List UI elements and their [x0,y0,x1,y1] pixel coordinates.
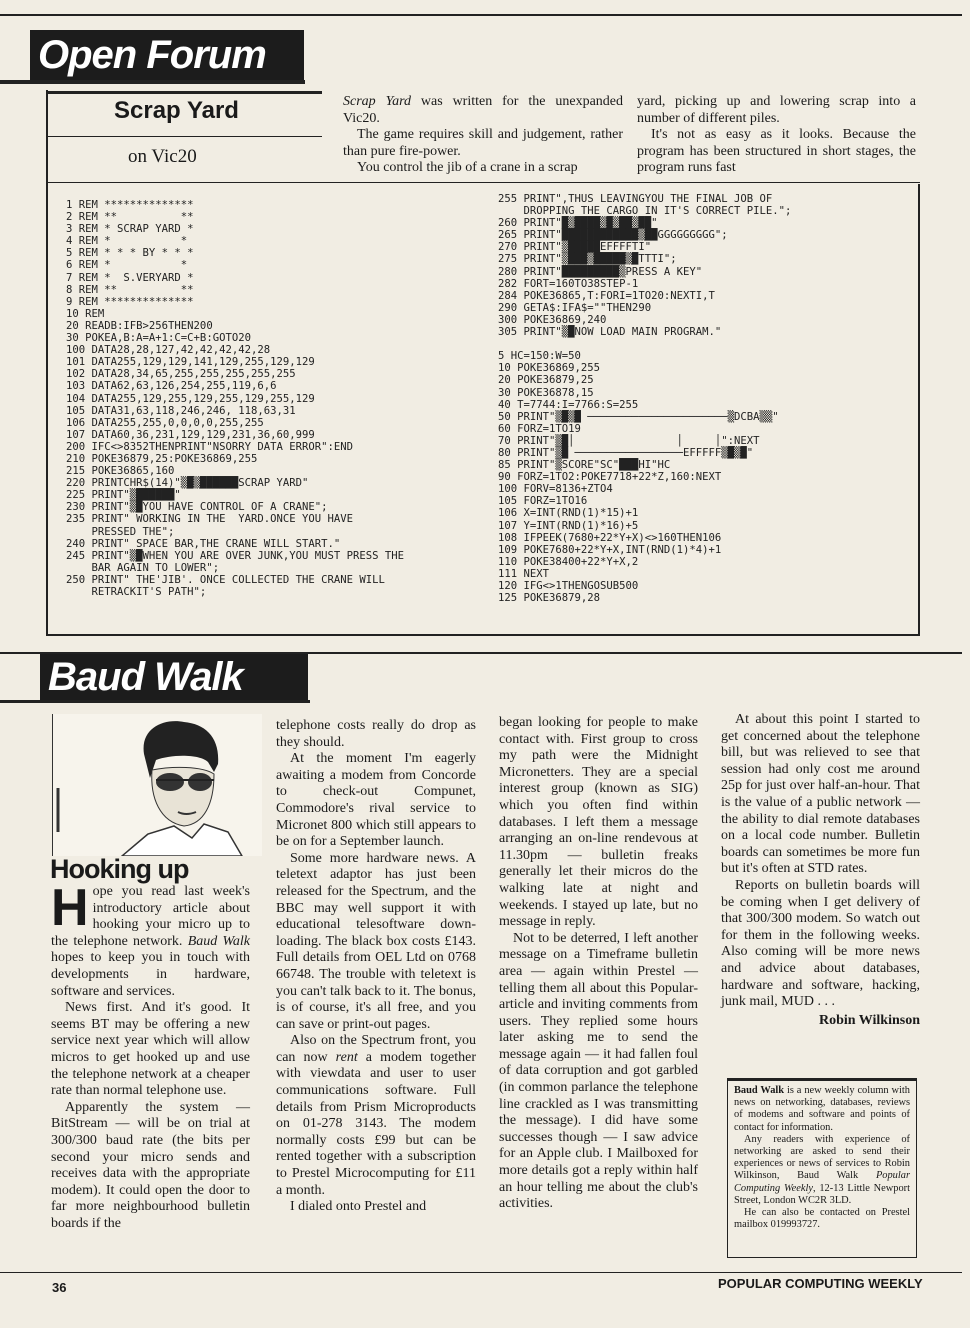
code-line: 80 PRINT"▒█ ─────────────────EFFFFF▒█▒█" [498,446,754,459]
article-paragraph [276,1033,476,1199]
code-line: 100 FORV=8136+ZTO4 [498,483,613,496]
info-box-paragraph [734,1134,910,1207]
open-forum-frame-left [46,90,48,636]
code-line: 120 IFG<>1THENGOSUB500 [498,580,639,592]
code-line: 282 FORT=160TO38STEP-1 [498,277,639,290]
article-column-3 [499,715,698,1213]
intro-paragraph: yard, picking up and lowering scrap into a number of different piles. [637,94,916,126]
code-line: 275 PRINT"▒███▒█████▒█TTTI"; [498,253,677,266]
code-line: PRESSED THE"; [66,525,175,538]
code-line: 6 REM * * [66,259,188,272]
article-column-2 [276,718,476,1216]
code-line: 40 T=7744:I=7766:S=255 [498,398,639,411]
code-line: 107 DATA60,36,231,129,129,231,36,60,999 [66,428,315,441]
code-line: 106 DATA255,255,0,0,0,0,255,255 [66,416,264,429]
code-line: 101 DATA255,129,129,141,129,255,129,129 [66,356,315,369]
code-line: 30 POKE36878,15 [498,386,594,399]
top-rule [0,14,962,16]
code-line: 102 DATA28,34,65,255,255,255,255,255 [66,368,296,381]
footer-rule [0,1272,962,1273]
code-line: 305 PRINT"▒█NOW LOAD MAIN PROGRAM." [498,326,722,339]
article-text: Also on the Spectrum front, you can now [276,1033,476,1065]
code-line: 5 REM * * * BY * * * [66,247,194,260]
code-line: 300 POKE36869,240 [498,313,607,326]
code-line: 1 REM ************** [66,199,194,211]
lead-rest: hopes to keep you in touch with developments in hardware, software and services. [51,950,250,999]
code-line: DROPPING THE CARGO IN IT'S CORRECT PILE."; [498,205,792,218]
article-heading: Hooking up [50,854,189,884]
code-line: 245 PRINT"▒█WHEN YOU ARE OVER JUNK,YOU MUST PRESS THE [66,549,405,562]
code-line: 235 PRINT" WORKING IN THE YARD.ONCE YOU HAVE [66,513,354,526]
code-line: 111 NEXT [498,567,550,580]
author-byline: Robin Wilkinson [818,1012,920,1028]
article-paragraph: telephone costs really do drop as they should. [276,718,476,750]
code-line: 240 PRINT" SPACE BAR,THE CRANE WILL START." [66,537,341,550]
program-title: Scrap Yard [114,97,239,124]
code-line: 103 DATA62,63,126,254,255,119,6,6 [66,380,277,393]
open-forum-frame-right [918,184,920,636]
intro-italic: Scrap Yard [343,94,411,109]
code-line: 210 POKE36879,25:POKE36869,255 [66,452,258,465]
info-box-text: is a new weekly column with news on networking, databases, reviews of modems and software and points of contact for information. [734,1085,910,1133]
lead-italic: Baud Walk [187,933,250,949]
intro-column-2 [637,94,916,177]
article-text: a modem together with viewdata and user to user communications software. Full details from Prism Microproducts on 01-278 3143. The modem normally costs £99 but can be rented together with a subscription to Prestel Microcomputing for £11 a month. [276,1049,476,1198]
code-line: 4 REM * * [66,235,188,248]
code-line: 109 POKE7680+22*Y+X,INT(RND(1)*4)+1 [498,543,722,556]
baud-walk-banner [40,654,308,700]
article-italic: rent [335,1049,358,1065]
code-line: 280 PRINT"█████████▒PRESS A KEY" [498,265,703,278]
intro-paragraph [343,94,623,127]
info-box-paragraph [734,1085,910,1134]
code-line: 20 POKE36879,25 [498,374,594,387]
program-listing-left [66,199,486,598]
code-line: 260 PRINT"█▒████▒█▒██▒██" [498,217,658,230]
code-line: 100 DATA28,28,127,42,42,42,42,28 [66,344,271,357]
code-line: 7 REM * S.VERYARD * [66,271,194,284]
article-paragraph: I dialed onto Prestel and [290,1199,427,1215]
article-paragraph: News first. And it's good. It seems BT may be offering a new service next year which will allow micros to get hooked up and use the telephone network at a cheaper rate than normal telephone use. [51,1000,250,1099]
code-line: 200 IFC<>8352THENPRINT"NSORRY DATA ERROR":END [66,440,354,453]
code-line: 125 POKE36879,28 [498,592,601,605]
info-box-italic: Popular Computing Weekly [734,1170,910,1194]
code-line: 225 PRINT"▒██████" [66,489,181,502]
article-paragraph: At the moment I'm eagerly awaiting a modem from Concorde to check-out Compunet, Commodore's rival service to Micronet 800 which still appears to be on for a September launch. [276,751,476,850]
code-line: 10 REM [66,307,105,320]
open-forum-title: Open Forum [38,33,266,77]
info-box [727,1078,917,1258]
code-line: BAR AGAIN TO LOWER"; [66,561,220,574]
code-line: RETRACKIT'S PATH"; [66,586,207,598]
code-line: 106 X=INT(RND(1)*15)+1 [498,507,639,520]
open-forum-frame-top [46,182,920,183]
code-line: 50 PRINT"▒█▒█ ──────────────────────▒DCBA▒▒" [498,410,779,423]
code-line: 3 REM * SCRAP YARD * [66,223,194,236]
lead-text: ope you read last week's introductory article about hooking your micro up to the telephone network. [51,884,250,949]
code-line: 220 PRINTCHR$(14)"▒█▒██████SCRAP YARD" [66,477,309,490]
article-paragraph: Not to be deterred, I left another message on a Timeframe bulletin area — again within Prestel — telling them all about this Popular-article and inviting comments from users. They replied some hours later asking me to send the message again — it had fallen foul of data corruption and got garbled (in common parlance the telephone line crackled as I was transmitting the message). I did have some successes though — I saw advice for an Apple club. I Mailboxed for more details got a reply within half an hour telling me about the club's activities. [499,930,698,1212]
code-line: 215 POKE36865,160 [66,465,175,478]
article-paragraph: Apparently the system — BitStream — will be on trial at 300/300 baud rate (the bits per second your micro sends and receives data with the appropriate modem). It could open the door to far more neighbourhood bulletin boards if the [51,1099,250,1231]
drop-cap: H [51,879,89,937]
intro-column-1 [343,94,623,177]
open-forum-banner [30,30,304,80]
code-line: 284 POKE36865,T:FORI=1TO20:NEXTI,T [498,289,715,302]
code-line: 270 PRINT"▒█████EFFFFTI" [498,241,652,254]
code-line: 230 PRINT"▒█YOU HAVE CONTROL OF A CRANE"; [66,501,328,514]
magazine-name: POPULAR COMPUTING WEEKLY [718,1276,923,1291]
code-line: 8 REM ** ** [66,283,194,296]
info-box-text: , 12-13 Little Newport Street, London WC2R 3LD. [734,1182,910,1206]
author-photo [52,714,262,856]
article-paragraph: At about this point I started to get concerned about the telephone bill, but was relieved to see that session had only cost me around 25p for just over half-an-hour. That is the value of a public network — the ability to dial remote databases on a local code number. Bulletin boards can sometimes be more fun but it's often at STD rates. [721,712,920,877]
open-forum-banner-underline [0,80,305,84]
article-column-4 [721,712,920,1029]
article-paragraph: Reports on bulletin boards will be coming when I get delivery of that 300/300 modem. So watch out for them in the following weeks. Also coming will be more news and advice about databases, hardware and software, hacking, junk mail, MUD . . . [721,877,920,1010]
open-forum-frame-bottom [46,634,920,636]
baud-walk-banner-underline [0,700,310,703]
intro-paragraph: You control the jib of a crane in a scrap [357,160,578,176]
code-line: 20 READB:IFB>256THEN200 [66,319,213,332]
info-box-bold: Baud Walk [734,1085,785,1096]
intro-text: was written for the unexpanded Vic20. [343,94,624,126]
code-line: 9 REM ************** [66,295,194,308]
code-line: 110 POKE38400+22*Y+X,2 [498,555,639,568]
code-line: 255 PRINT",THUS LEAVINGYOU THE FINAL JOB OF [498,193,773,205]
author-portrait-image [52,714,262,856]
info-box-text: Any readers with experience of networking are asked to send their experiences or news of services to Robin Wilkinson, Baud Walk [734,1133,910,1182]
code-line: 104 DATA255,129,255,129,255,129,255,129 [66,392,315,405]
title-rule-top [48,91,322,94]
code-line: 265 PRINT"████████████▒██GGGGGGGGG"; [498,229,728,242]
article-column-1 [51,879,250,1232]
code-line: 60 FORZ=1TO19 [498,422,581,435]
info-box-paragraph: He can also be contacted on Prestel mailbox 019993727. [734,1207,910,1231]
code-line: 108 IFPEEK(7680+22*Y+X)<>160THEN106 [498,531,722,544]
code-line [498,338,914,350]
title-rule-bottom [48,136,322,137]
program-platform: on Vic20 [128,146,197,167]
code-line: 290 GETA$:IFA$=""THEN290 [498,301,652,314]
code-line: 90 FORZ=1TO2:POKE7718+22*Z,160:NEXT [498,471,722,484]
intro-paragraph: It's not as easy as it looks. Because the program has been structured in short stages, the program runs fast [637,127,916,176]
code-line: 85 PRINT"▒SCORE"SC"███HI"HC [498,459,671,472]
article-paragraph: Some more hardware news. A teletext adaptor has just been released for the Spectrum, and the BBC may well support it with educational telesoftware down-loading. The black box costs £143. Full details from OEL Ltd on 0768 66748. The trouble with teletext is you can't talk back to it. The bonus, is of course, it's all free, and you can save or print-out pages. [276,850,476,1032]
code-line: 105 FORZ=1TO16 [498,495,588,508]
code-line: 107 Y=INT(RND(1)*16)+5 [498,519,639,532]
code-line: 30 POKEA,B:A=A+1:C=C+B:GOTO20 [66,332,251,345]
code-line: 5 HC=150:W=50 [498,350,581,363]
intro-paragraph: The game requires skill and judgement, rather than pure fire-power. [343,127,623,159]
program-listing-right [498,193,914,604]
code-line: 105 DATA31,63,118,246,246, 118,63,31 [66,404,296,417]
article-paragraph: began looking for people to make contact with. First group to cross my path were the Midnight Micronetters. They are a special interest group (known as SIG) which you often find within databases. I left them a message arranging an on-line rendevous at 11.30pm — bulletin freaks generally let their micros do the walking late at night and weekends. I stayed up late, but no message in reply. [499,715,698,930]
code-line: 70 PRINT"▒█│ │ │":NEXT [498,434,760,447]
baud-walk-title: Baud Walk [48,655,243,699]
code-line: 2 REM ** ** [66,211,194,224]
code-line: 10 POKE36869,255 [498,362,601,375]
code-line: 250 PRINT" THE'JIB'. ONCE COLLECTED THE CRANE WILL [66,573,385,586]
page-number: 36 [52,1280,67,1295]
